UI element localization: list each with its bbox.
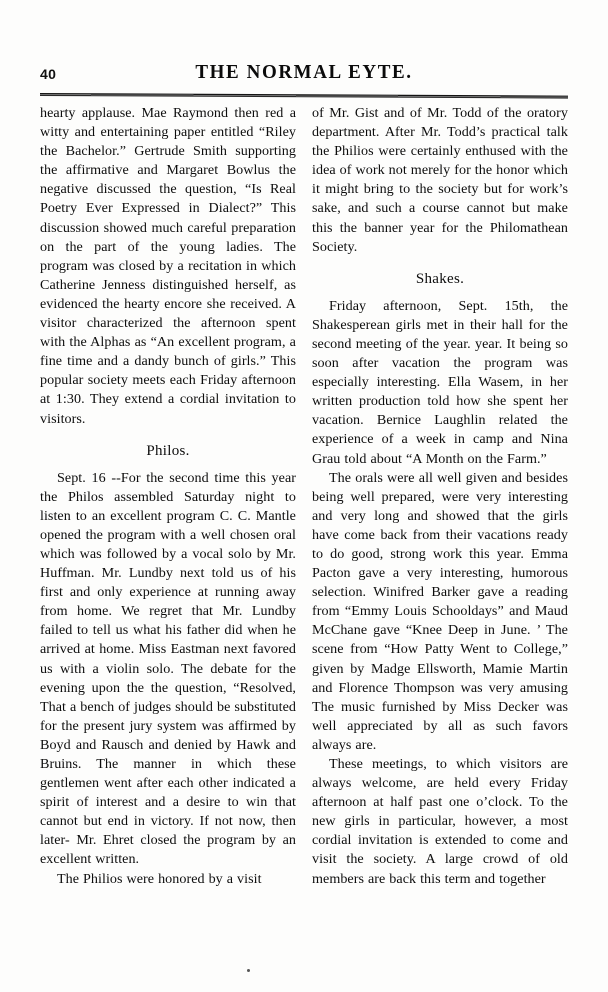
paragraph: The Philios were honored by a visit bbox=[57, 870, 262, 887]
running-head bbox=[40, 62, 568, 92]
paragraph: of Mr. Gist and of Mr. Todd of the oratory department. After Mr. Todd’s practical talk the Philios were certainly enthused with the idea of work not merely for the honor which it might bring to the society but for work’s sake, and such a course cannot but make this the banner year for the Philomathean Society. bbox=[312, 105, 568, 255]
left-column bbox=[40, 104, 296, 972]
paragraph: Sept. 16 --For the second time this year the Philos assembled Saturday night to listen to an excellent program C. C. Mantle opened the program with a well chosen oral which was followed by a vocal solo by Mr. Huffman. Mr. Lundby next told us of his first and only experience at running away from home. We regret that Mr. Lundby failed to tell us what his father did when he arrived at home. Miss Eastman next favored us with a violin solo. The debate for the evening upon the the question, “Resolved, That a bench of judges should be substituted for the present jury system was affirmed by Boyd and Rausch and denied by Hawk and Bruins. The manner in which these gentlemen went after each other indicated a spirit of interest and a desire to win that cannot but end in victory. If not now, then later- Mr. Ehret closed the program by an excellent written. bbox=[40, 469, 296, 868]
journal-title: THE NORMAL EYTE. bbox=[195, 61, 413, 84]
scan-artifact bbox=[247, 969, 250, 972]
page-number: 40 bbox=[40, 66, 57, 82]
section-heading-shakes: Shakes. bbox=[415, 270, 465, 287]
section-heading-philos: Philos. bbox=[146, 442, 190, 459]
paragraph: The orals were all well given and besides being well prepared, were very interesting and very long and showed that the girls have come back from their vacations ready to do good, strong work this year. Emma Pacton gave a very interesting, humorous selection. Winifred Barker gave a reading from “Emmy Louis Schooldays” and Maud McChane gave “Knee Deep in June. ’ The scene from “How Patty Went to College,” given by Madge Ellsworth, Mamie Martin and Florence Thompson was very amusing The music furnished by Miss Decker was well appreciated by all as such favors always are. bbox=[312, 469, 568, 753]
paragraph: hearty applause. Mae Raymond then red a witty and entertaining paper entitled “Riley the Bachelor.” Gertrude Smith supporting the affirmative and Margaret Bowlus the negative discussed the question, “Is Real Poetry Ever Expressed in Dialect?” This discussion showed much careful preparation on the part of the young ladies. The program was closed by a recitation in which Catherine Jenness distinguished herself, as evidenced the hearty encore she received. A visitor characterized the afternoon spent with the Alphas as “An excellent program, a fine time and a dandy bunch of girls.” This popular society meets each Friday afternoon at 1:30. They extend a cordial invitation to visitors. bbox=[40, 105, 296, 427]
right-column bbox=[312, 104, 568, 972]
paragraph: These meetings, to which visitors are always welcome, are held every Friday afternoon at half past one o’clock. To the new girls in particular, however, a most cordial invitation is extended to come and visit the society. A large crowd of old members are back this term and together bbox=[312, 756, 568, 887]
header-rule bbox=[40, 93, 568, 99]
paragraph: Friday afternoon, Sept. 15th, the Shakesperean girls met in their hall for the second meeting of the year. year. It being so soon after vacation the program was especially interesting. Ella Wasem, in her written production told how she spent her vacation. Bernice Laughlin related the experience of a week in camp and Nina Grau told about “A Month on the Farm.” bbox=[312, 297, 568, 467]
body-columns bbox=[40, 104, 568, 972]
